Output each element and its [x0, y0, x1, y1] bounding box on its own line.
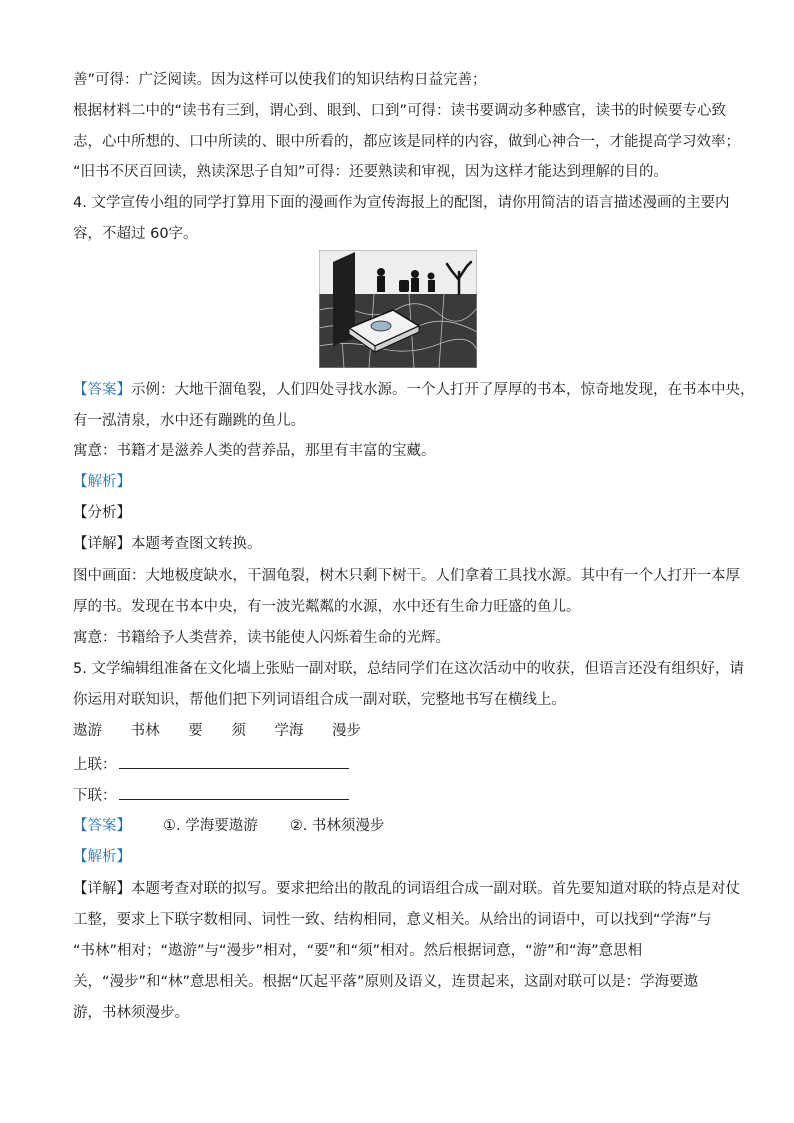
answer-line-cont: 有一泓清泉，水中还有蹦跳的鱼儿。	[73, 413, 305, 429]
answer-tag: 【答案】	[73, 818, 131, 834]
detail-meaning: 寓意：书籍给予人类营养，读书能使人闪烁着生命的光辉。	[73, 630, 450, 646]
cartoon-image	[319, 250, 477, 368]
detail-line	[73, 879, 740, 899]
question-5-prompt: 5. 文学编辑组准备在文化墙上张贴一副对联，总结同学们在这次活动中的收获，但语言还没有组织好，请	[73, 661, 744, 677]
detail-text: 本题考查对联的拟写。要求把给出的散乱的词语组合成一副对联。首先要知道对联的特点是对仗	[131, 881, 740, 897]
detail-text-line: 游，书林须漫步。	[73, 1005, 189, 1021]
detail-text-line: 厚的书。发现在书本中央，有一波光粼粼的水源，水中还有生命力旺盛的鱼儿。	[73, 599, 581, 615]
detail-text-line: 关，“漫步”和“林”意思相关。根据“仄起平落”原则及语义，连贯起来，这副对联可以是：学海要遨	[73, 974, 699, 990]
word-item: 遨游	[73, 723, 102, 739]
word-item: 漫步	[332, 723, 362, 739]
word-item: 须	[231, 723, 246, 739]
detail-text: 本题考查图文转换。	[131, 536, 262, 552]
analysis-tag: 【解析】	[73, 474, 131, 490]
answer-text: 示例：大地干涸龟裂，人们四处寻找水源。一个人打开了厚厚的书本，惊奇地发现，在书本中央，	[131, 382, 755, 398]
detail-text-line: 图中画面：大地极度缺水，干涸龟裂，树木只剩下树干。人们拿着工具找水源。其中有一个人打开一本厚	[73, 568, 740, 584]
detail-text-line: “书林”相对；“遨游”与“漫步”相对，“要”和“须”相对。然后根据词意，“游”和“海”意思相	[73, 943, 643, 959]
text-line: 志，心中所想的、口中所读的、眼中所看的，都应该是同样的内容，做到心神合一，才能提高学习效率；	[73, 134, 740, 150]
question-4-prompt: 4. 文学宣传小组的同学打算用下面的漫画作为宣传海报上的配图，请你用简洁的语言描述漫画的主要内	[73, 195, 730, 211]
text-line: “旧书不厌百回读，熟读深思子自知”可得：还要熟读和审视，因为这样才能达到理解的目的。	[73, 164, 669, 180]
word-item: 要	[188, 723, 203, 739]
fenxi-tag: 【分析】	[73, 505, 131, 521]
detail-text-line: 工整，要求上下联字数相同、词性一致、结构相同，意义相关。从给出的词语中，可以找到“学海”与	[73, 912, 712, 928]
detail-tag: 【详解】	[73, 536, 131, 552]
detail-tag: 【详解】	[73, 881, 131, 897]
cartoon-illustration	[319, 250, 477, 368]
word-item: 书林	[130, 723, 160, 739]
word-list	[73, 721, 385, 741]
answer-item: ②. 书林须漫步	[289, 818, 385, 834]
text-line: 根据材料二中的“读书有三到，谓心到、眼到、口到”可得：读书要调动多种感官，读书的时候要专心致	[73, 103, 727, 119]
text-line: 善”可得：广泛阅读。因为这样可以使我们的知识结构日益完善；	[73, 72, 487, 88]
upper-couplet-row	[73, 754, 349, 775]
answer-item: ①. 学海要遨游	[163, 818, 258, 834]
upper-couplet-label: 上联：	[73, 757, 117, 773]
detail-line	[73, 534, 262, 554]
word-item: 学海	[274, 723, 304, 739]
lower-couplet-blank[interactable]	[119, 785, 349, 800]
lower-couplet-row	[73, 785, 349, 806]
question-5-prompt-cont: 你运用对联知识，帮他们把下列词语组合成一副对联，完整地书写在横线上。	[73, 692, 566, 708]
lower-couplet-label: 下联：	[73, 788, 117, 804]
answer-meaning: 寓意：书籍才是滋养人类的营养品，那里有丰富的宝藏。	[73, 443, 436, 459]
answer-line	[73, 380, 755, 400]
answer-tag: 【答案】	[73, 382, 131, 398]
question-4-prompt-cont: 容，不超过 60字。	[73, 226, 198, 242]
analysis-tag: 【解析】	[73, 849, 131, 865]
answer-line	[73, 816, 384, 836]
upper-couplet-blank[interactable]	[119, 754, 349, 769]
